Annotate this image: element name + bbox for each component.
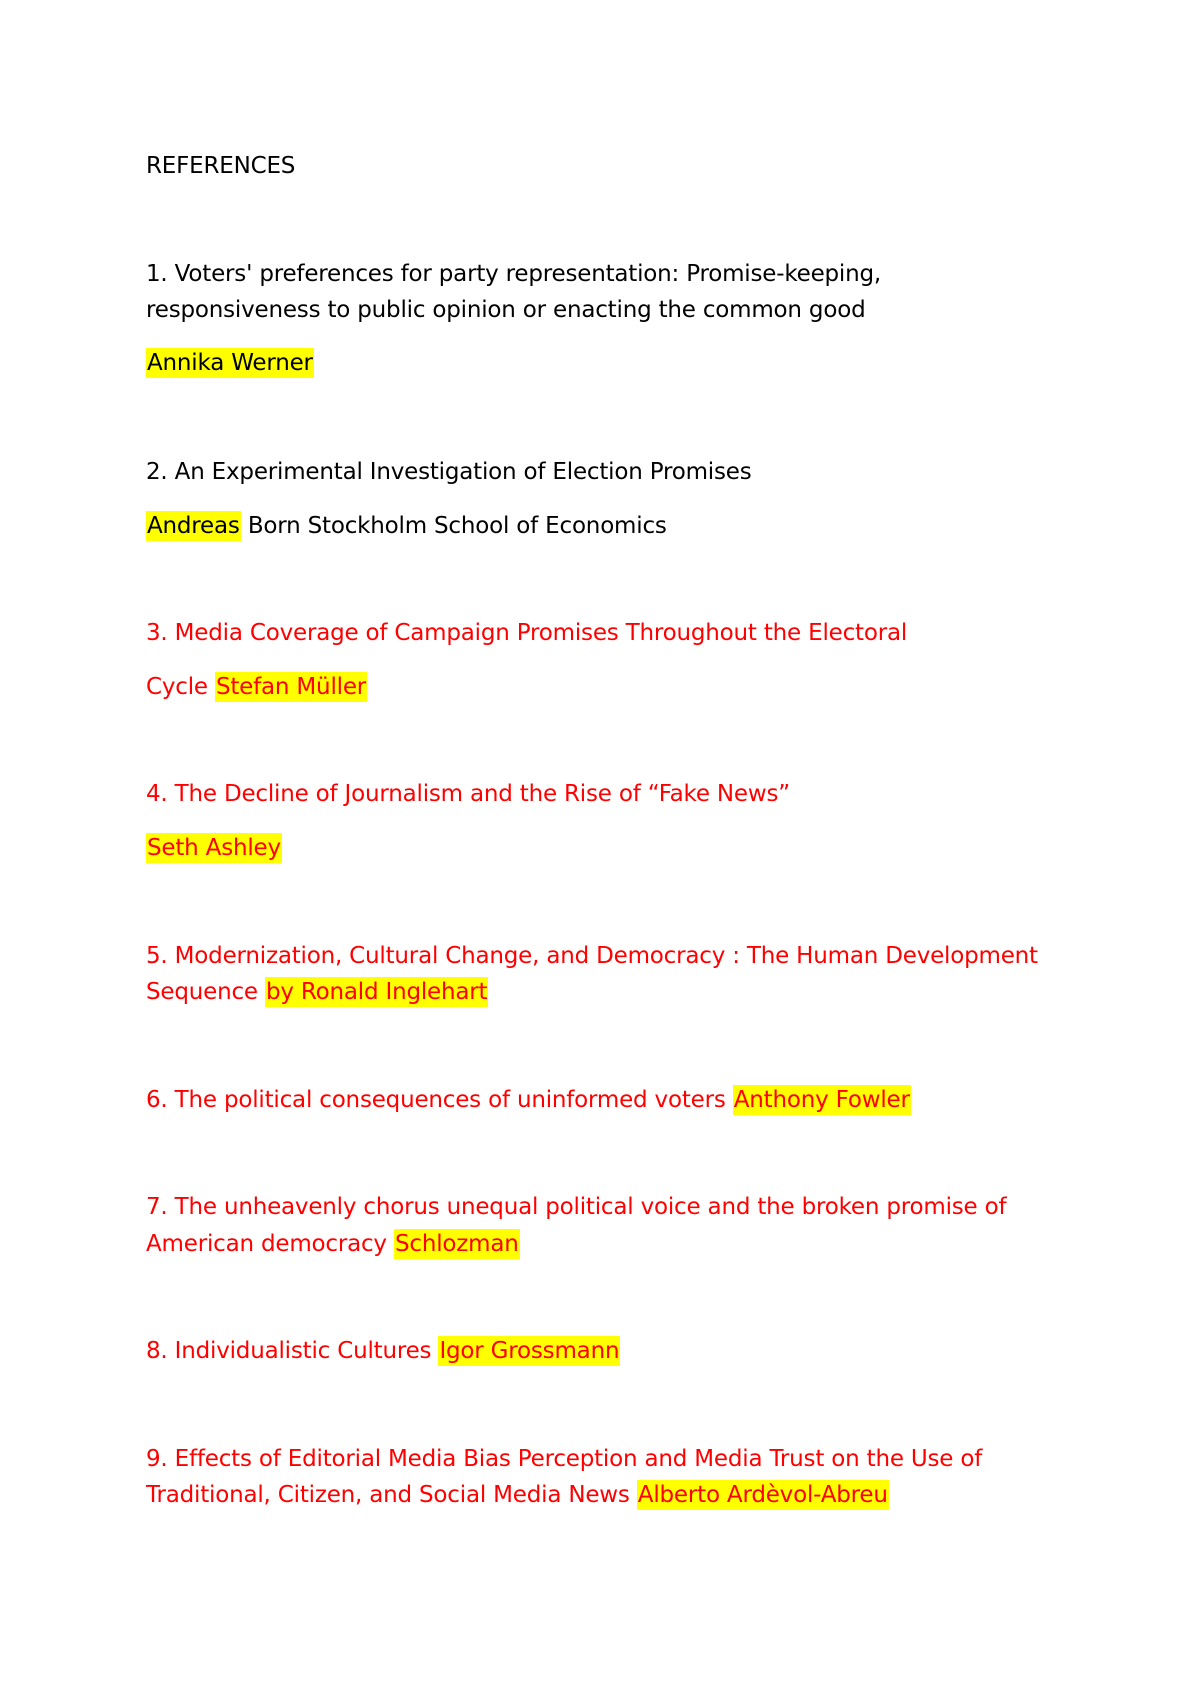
ref-6-title: 6. The political consequences of uninformed voters — [146, 1087, 733, 1113]
ref-5-title-line-2 — [146, 975, 488, 1009]
ref-1-title-line-2: responsiveness to public opinion or enacting the common good — [146, 297, 866, 323]
ref-9-title-line-2 — [146, 1478, 889, 1512]
ref-1-author: Annika Werner — [147, 350, 313, 376]
ref-9-title-cont: Traditional, Citizen, and Social Media News — [146, 1482, 637, 1508]
ref-7-title-cont: American democracy — [146, 1231, 394, 1257]
references-heading: REFERENCES — [146, 153, 296, 179]
ref-1-author-line — [146, 346, 314, 380]
ref-7-author: Schlozman — [394, 1231, 519, 1257]
ref-4-title: 4. The Decline of Journalism and the Rise of “Fake News” — [146, 781, 790, 807]
ref-6-line — [146, 1083, 911, 1117]
ref-3-title-line-2 — [146, 670, 367, 704]
ref-9-author: Alberto Ardèvol-Abreu — [637, 1482, 888, 1508]
ref-7-title-line-2 — [146, 1227, 520, 1261]
ref-9-title-line-1: 9. Effects of Editorial Media Bias Perception and Media Trust on the Use of — [146, 1446, 983, 1472]
ref-7-title-line-1: 7. The unheavenly chorus unequal political voice and the broken promise of — [146, 1194, 1007, 1220]
ref-5-title-cont: Sequence — [146, 979, 265, 1005]
ref-2-author-first: Andreas — [147, 513, 240, 539]
ref-6-author: Anthony Fowler — [733, 1087, 910, 1113]
ref-1-title-line-1: 1. Voters' preferences for party representation: Promise-keeping, — [146, 261, 881, 287]
ref-8-title: 8. Individualistic Cultures — [146, 1338, 439, 1364]
ref-5-author: by Ronald Inglehart — [265, 979, 488, 1005]
ref-8-line — [146, 1334, 620, 1368]
ref-2-title: 2. An Experimental Investigation of Election Promises — [146, 459, 752, 485]
ref-2-author-rest: Born Stockholm School of Economics — [240, 513, 667, 539]
ref-3-title-line-1: 3. Media Coverage of Campaign Promises Throughout the Electoral — [146, 620, 908, 646]
ref-3-title-cont: Cycle — [146, 674, 215, 700]
ref-4-author: Seth Ashley — [147, 835, 281, 861]
ref-8-author: Igor Grossmann — [439, 1338, 620, 1364]
ref-4-author-line — [146, 831, 282, 865]
ref-5-title-line-1: 5. Modernization, Cultural Change, and Democracy : The Human Development — [146, 943, 1038, 969]
ref-3-author: Stefan Müller — [215, 674, 367, 700]
ref-2-author-line — [146, 509, 667, 543]
